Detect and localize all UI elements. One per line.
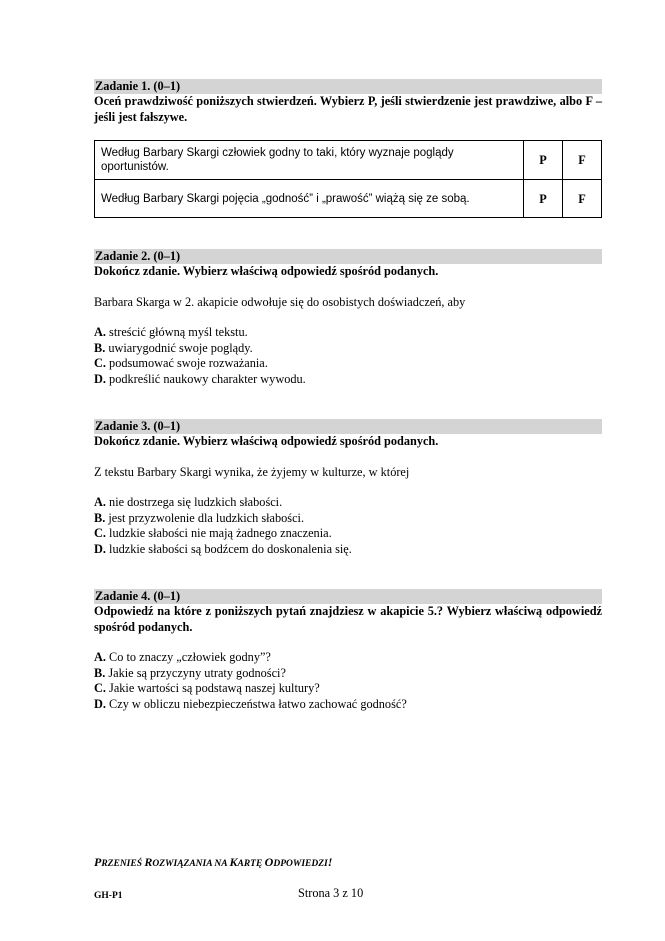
task-3-option-a[interactable]: A. nie dostrzega się ludzkich słabości. (94, 495, 283, 509)
task-2 (94, 249, 602, 387)
task-1-instruction: Oceń prawdziwość poniższych stwierdzeń. Wybierz P, jeśli stwierdzenie jest prawdziwe, albo F – jeśli jest fałszywe. (94, 94, 602, 124)
task-4-header: Zadanie 4. (0–1) (94, 589, 602, 604)
task-4-instruction: Odpowiedź na które z poniższych pytań znajdziesz w akapicie 5.? Wybierz właściwą odpowiedź spośród podanych. (94, 604, 602, 634)
task-2-option-c[interactable]: C. podsumować swoje rozważania. (94, 356, 268, 370)
task-2-stem: Barbara Skarga w 2. akapicie odwołuje się do osobistych doświadczeń, aby (94, 294, 466, 309)
task-3-header: Zadanie 3. (0–1) (94, 419, 602, 434)
task-3-instruction: Dokończ zdanie. Wybierz właściwą odpowiedź spośród podanych. (94, 434, 439, 448)
true-false-table (94, 140, 602, 218)
task-3-stem: Z tekstu Barbary Skargi wynika, że żyjemy w kulturze, w której (94, 464, 410, 479)
table-row (95, 180, 602, 218)
task-1 (94, 79, 602, 125)
task-2-option-b[interactable]: B. uwiarygodnić swoje poglądy. (94, 340, 253, 355)
task-2-option-d[interactable]: D. podkreślić naukowy charakter wywodu. (94, 371, 306, 386)
transfer-answers-note: PRZENIEŚ ROZWIĄZANIA NA KARTĘ ODPOWIEDZI! (94, 855, 333, 869)
task-2-header: Zadanie 2. (0–1) (94, 249, 602, 264)
true-option-1[interactable]: P (524, 141, 563, 180)
task-3 (94, 419, 602, 557)
page-number: Strona 3 z 10 (298, 886, 364, 900)
task-4-option-a[interactable]: A. Co to znaczy „człowiek godny”? (94, 650, 271, 664)
false-option-1[interactable]: F (563, 141, 602, 180)
task-3-option-d[interactable]: D. ludzkie słabości są bodźcem do doskonalenia się. (94, 541, 352, 556)
statement-1: Według Barbary Skargi człowiek godny to taki, który wyznaje poglądy oportunistów. (95, 141, 524, 180)
task-2-option-a[interactable]: A. streścić główną myśl tekstu. (94, 325, 248, 339)
true-option-2[interactable]: P (524, 180, 563, 218)
task-2-instruction: Dokończ zdanie. Wybierz właściwą odpowiedź spośród podanych. (94, 264, 439, 278)
task-4-option-d[interactable]: D. Czy w obliczu niebezpieczeństwa łatwo zachować godność? (94, 696, 407, 711)
task-4-option-c[interactable]: C. Jakie wartości są podstawą naszej kultury? (94, 681, 320, 695)
task-3-option-c[interactable]: C. ludzkie słabości nie mają żadnego znaczenia. (94, 526, 332, 540)
false-option-2[interactable]: F (563, 180, 602, 218)
exam-code: GH-P1 (94, 891, 123, 901)
task-4 (94, 589, 602, 712)
statement-2: Według Barbary Skargi pojęcia „godność” i „prawość” wiążą się ze sobą. (95, 180, 524, 218)
task-1-header: Zadanie 1. (0–1) (94, 79, 602, 94)
task-3-option-b[interactable]: B. jest przyzwolenie dla ludzkich słabości. (94, 510, 305, 525)
task-4-option-b[interactable]: B. Jakie są przyczyny utraty godności? (94, 665, 286, 680)
table-row (95, 141, 602, 180)
